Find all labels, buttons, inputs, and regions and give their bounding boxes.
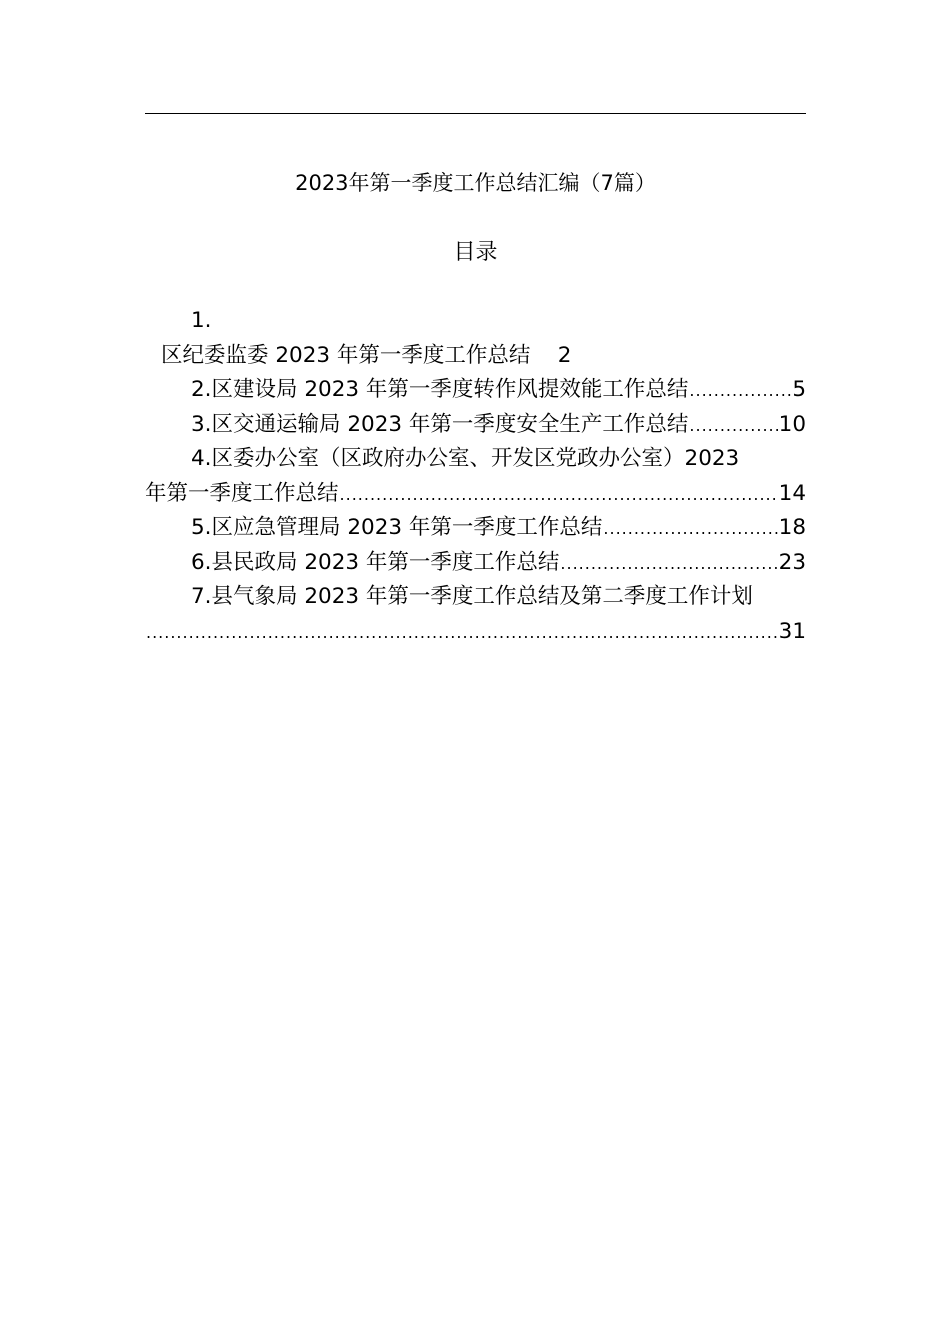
toc-entry-page: 23 (778, 549, 806, 575)
toc-entry-5[interactable] (145, 511, 806, 546)
header-rule (145, 113, 806, 114)
toc-leader-dots (560, 547, 777, 581)
toc-entry-title: 5.区应急管理局 2023 年第一季度工作总结 (191, 515, 603, 540)
toc-entry-7-line2[interactable] (145, 615, 806, 650)
toc-entry-title: 6.县民政局 2023 年第一季度工作总结 (191, 549, 560, 575)
toc-leader-dots (146, 616, 778, 650)
toc-entry-1-number[interactable] (145, 304, 806, 339)
toc-entry-2[interactable] (145, 373, 806, 408)
toc-entry-4-line1[interactable] (145, 442, 806, 477)
toc-entry-page: 10 (778, 411, 806, 437)
toc-entry-7-line1[interactable] (145, 580, 806, 615)
toc-entry-title: 4.区委办公室（区政府办公室、开发区党政办公室）2023 (191, 446, 740, 471)
toc-entry-title: 区纪委监委 2023 年第一季度工作总结 (161, 342, 531, 368)
toc-entry-title: 3.区交通运输局 2023 年第一季度安全生产工作总结 (191, 411, 689, 437)
toc-leader-dots (689, 374, 791, 408)
toc-entry-1[interactable] (145, 339, 806, 374)
toc-entry-title: 7.县气象局 2023 年第一季度工作总结及第二季度工作计划 (191, 584, 753, 609)
toc-entry-title: 2.区建设局 2023 年第一季度转作风提效能工作总结 (191, 377, 689, 402)
toc-entry-page: 5 (792, 377, 806, 402)
toc-leader-dots (340, 478, 778, 512)
toc-entry-page: 18 (778, 515, 806, 540)
toc-entry-page: 14 (778, 480, 806, 506)
toc-entry-page: 31 (778, 618, 806, 644)
toc-entry-number: 1. (191, 308, 212, 333)
toc-entry-page: 2 (557, 342, 572, 368)
toc-leader-dots (689, 409, 777, 443)
toc-entry-6[interactable] (145, 546, 806, 581)
toc-entry-4-line2[interactable] (145, 477, 806, 512)
table-of-contents (145, 304, 806, 649)
document-title: 2023年第一季度工作总结汇编（7篇） (295, 171, 656, 195)
toc-entry-title-continued: 年第一季度工作总结 (145, 480, 339, 506)
toc-leader-dots (603, 512, 777, 546)
toc-entry-3[interactable] (145, 408, 806, 443)
toc-heading: 目录 (453, 240, 498, 265)
